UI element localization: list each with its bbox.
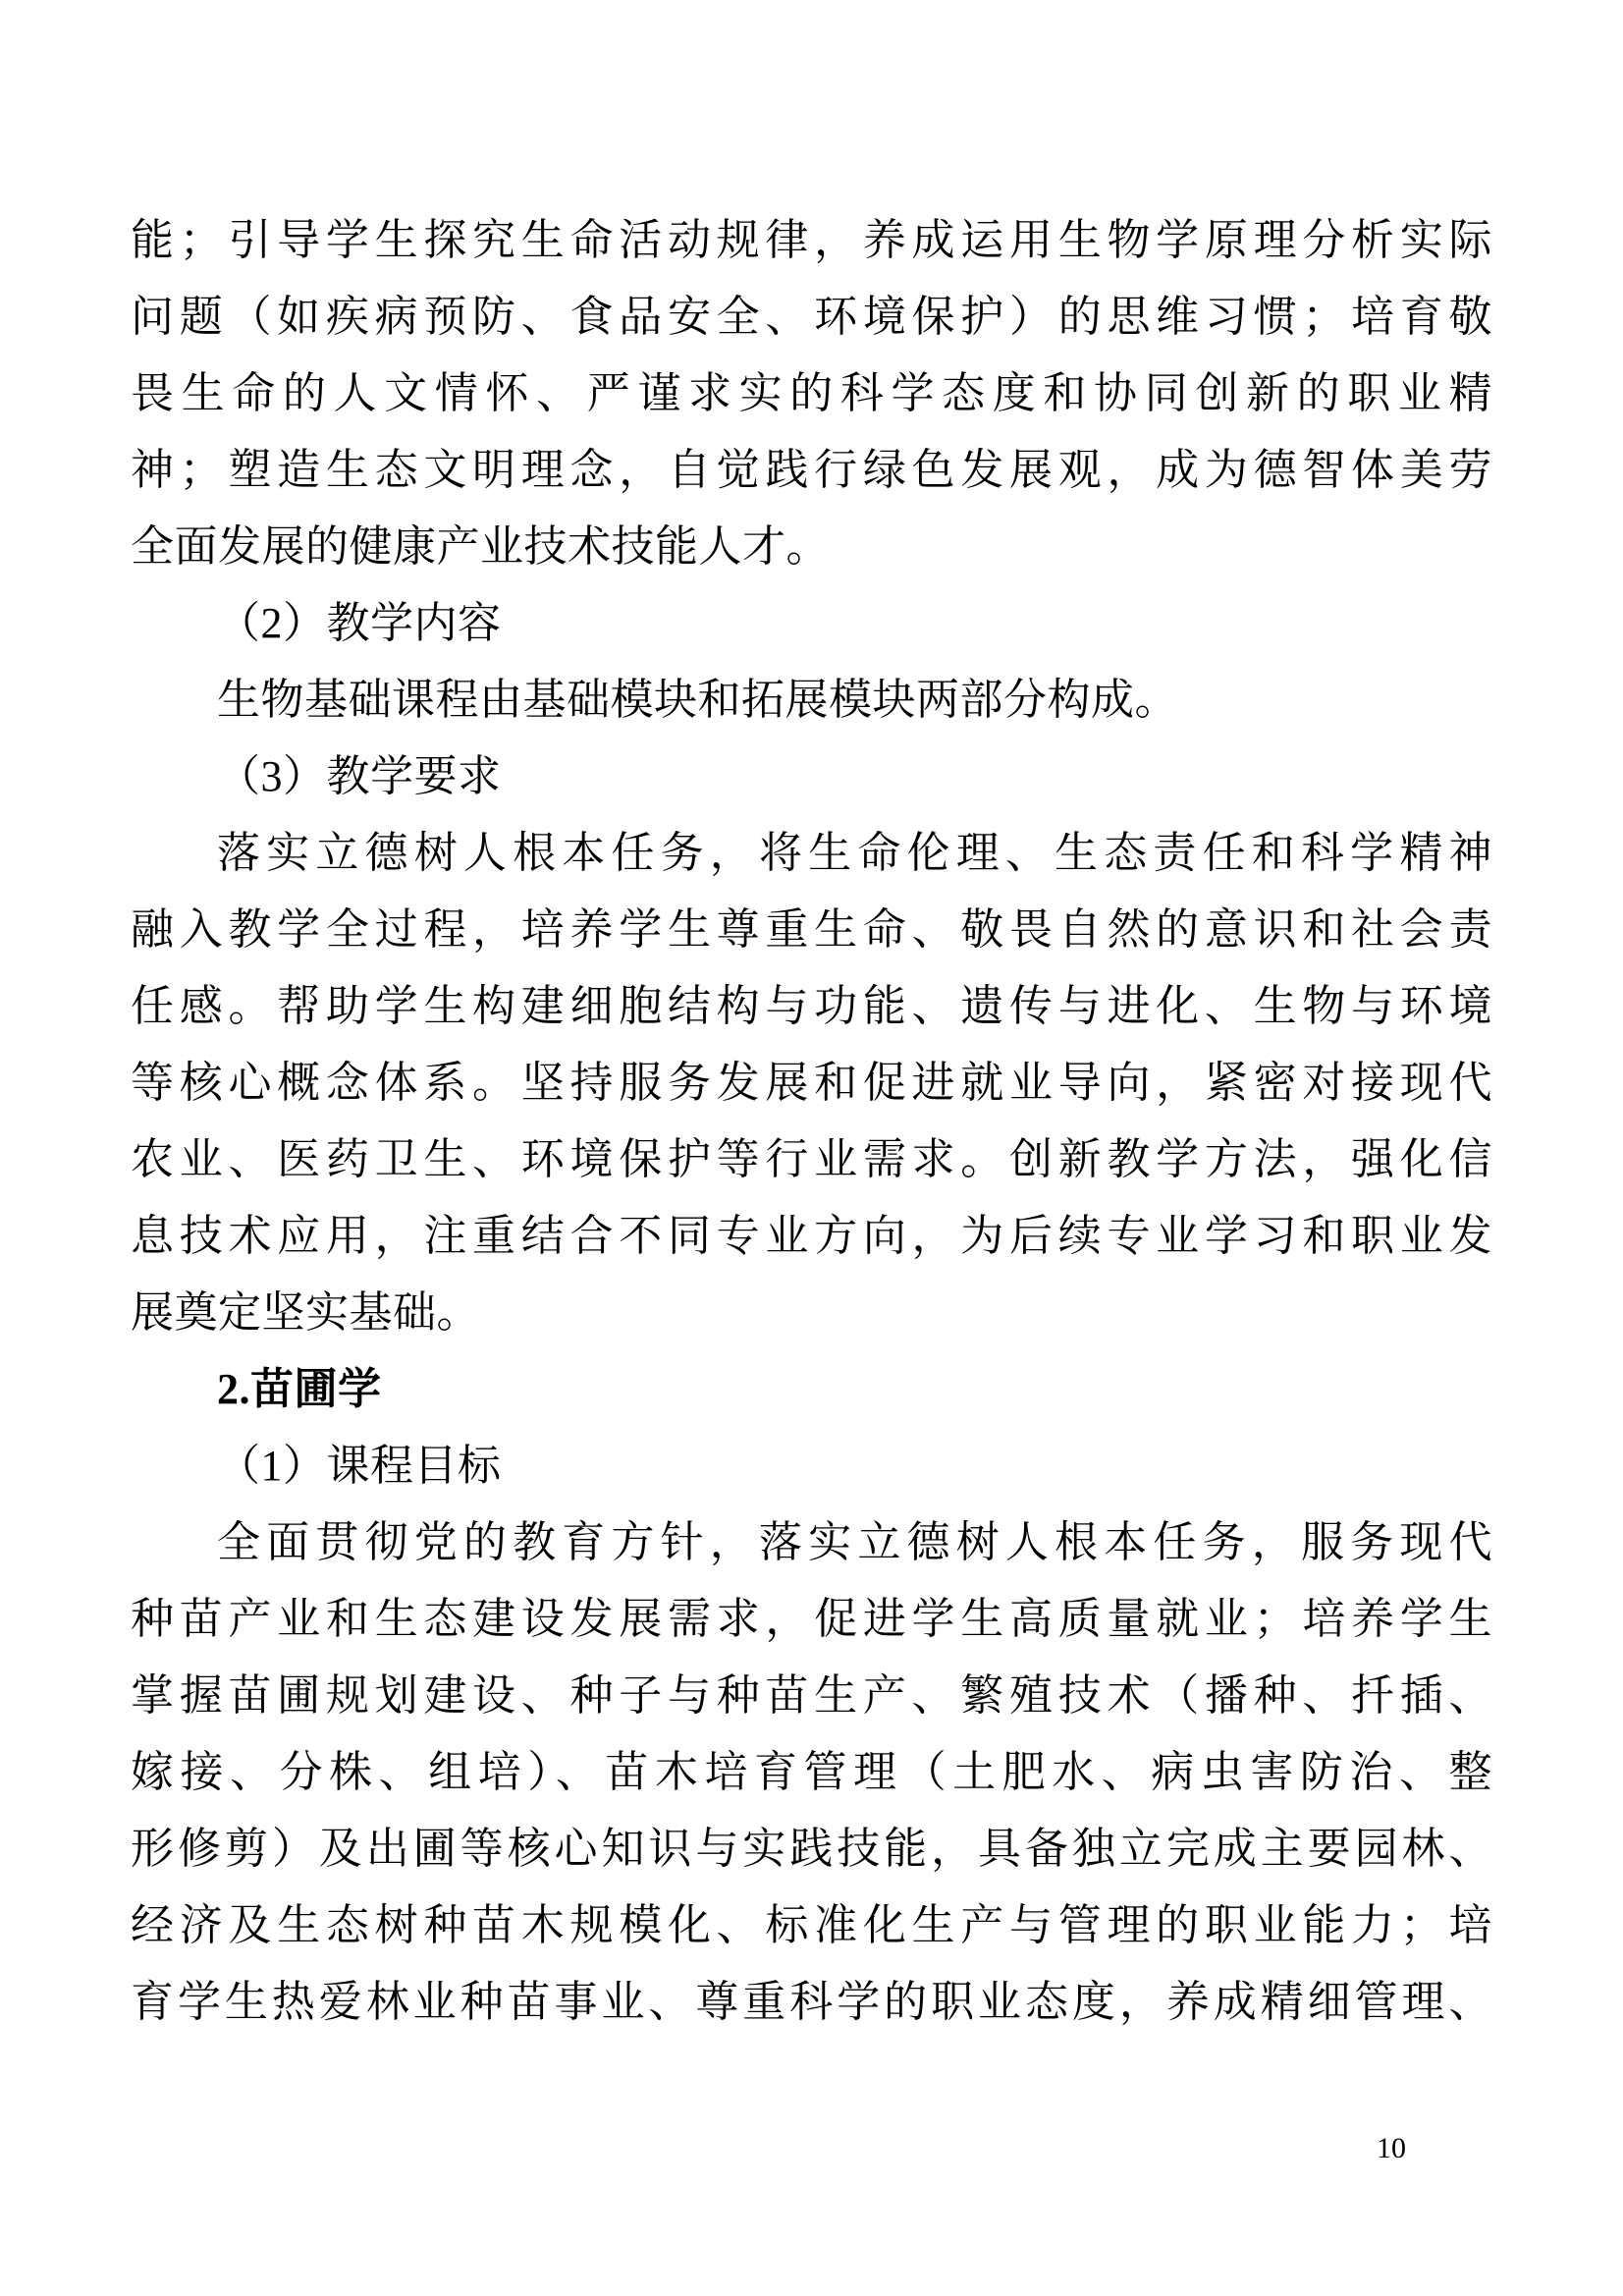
text-line: 息技术应用，注重结合不同专业方向，为后续专业学习和职业发 [131,1212,1492,1260]
text-line: 融入教学全过程，培养学生尊重生命、敬畏自然的意识和社会责 [131,905,1492,954]
text-line: （1）课程目标 [217,1442,502,1490]
text-line: 全面发展的健康产业技术技能人才。 [131,522,830,571]
text-line: 落实立德树人根本任务，将生命伦理、生态责任和科学精神 [217,829,1492,877]
text-line: 问题（如疾病预防、食品安全、环境保护）的思维习惯；培育敬 [131,293,1492,341]
text-line: 畏生命的人文情怀、严谨求实的科学态度和协同创新的职业精 [131,369,1492,417]
section-heading-line: 2.苗圃学 [217,1365,382,1413]
text-line: 种苗产业和生态建设发展需求，促进学生高质量就业；培养学生 [131,1595,1492,1643]
text-line: 掌握苗圃规划建设、种子与种苗生产、繁殖技术（播种、扦插、 [131,1671,1492,1720]
text-line: 形修剪）及出圃等核心知识与实践技能，具备独立完成主要园林、 [131,1825,1492,1873]
text-line: 全面贯彻党的教育方针，落实立德树人根本任务，服务现代 [217,1518,1492,1566]
text-line: （3）教学要求 [217,752,502,800]
text-line: 能；引导学生探究生命活动规律，养成运用生物学原理分析实际 [131,216,1492,264]
page-number: 10 [1377,2132,1406,2164]
text-line: 任感。帮助学生构建细胞结构与功能、遗传与进化、生物与环境 [131,982,1492,1030]
text-line: 育学生热爱林业种苗事业、尊重科学的职业态度，养成精细管理、 [131,1978,1492,2026]
text-line: 生物基础课程由基础模块和拓展模块两部分构成。 [217,676,1178,724]
text-line: 嫁接、分株、组培）、苗木培育管理（土肥水、病虫害防治、整 [131,1748,1492,1796]
text-line: 等核心概念体系。坚持服务发展和促进就业导向，紧密对接现代 [131,1059,1492,1107]
text-line: 神；塑造生态文明理念，自觉践行绿色发展观，成为德智体美劳 [131,446,1492,494]
text-line: 经济及生态树种苗木规模化、标准化生产与管理的职业能力；培 [131,1901,1492,1949]
text-line: 农业、医药卫生、环境保护等行业需求。创新教学方法，强化信 [131,1135,1492,1183]
text-line: 展奠定坚实基础。 [131,1288,480,1337]
document-body [131,202,1492,2041]
text-line: （2）教学内容 [217,599,502,647]
